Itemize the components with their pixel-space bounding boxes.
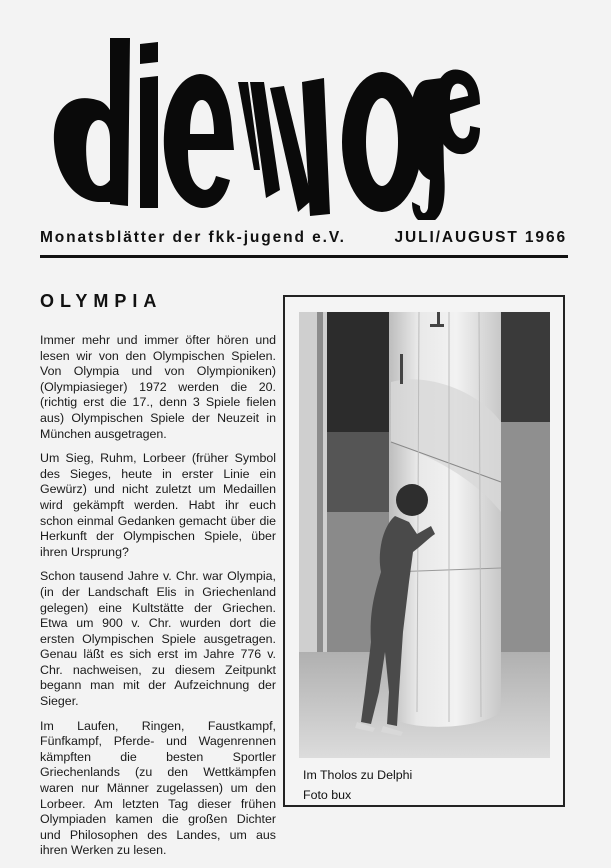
article-body [40,333,276,868]
article-paragraph: Immer mehr und immer öfter hören und lesen wir von den Olympischen Spielen. Von Olympia und von Olympioniken) (Olympiasieger) 1972 werden die 20. (richtig erst die 17., denn 3 Spiele fielen aus) Olympischen Spiele der Neuzeit in München ausgetragen. [40,333,276,441]
photo-rocks [499,422,550,652]
photo-dark-foliage [327,312,397,432]
issue-date: JULI/AUGUST 1966 [394,229,567,246]
logo-letters [54,38,480,220]
article-paragraph: Schon tausend Jahre v. Chr. war Olympia, (in der Landschaft Elis in Griechenland gelegen) eine Kultstätte der Griechen. Etwa um 900 v. Chr. wurden dort die ersten Olympischen Spiele ausgetragen. Genau läßt es sich erst im Jahre 776 v. Chr. nachweisen, zu diesem Zeitpunkt begann man mit der Aufzeichnung der Sieger. [40,569,276,709]
photo-illustration [299,312,550,758]
logo-diewoge [40,30,480,220]
photo [299,312,550,758]
masthead [40,229,567,249]
article-title: OLYMPIA [40,291,163,311]
logo-o-counter [366,98,398,186]
photo-shrubs [327,432,397,512]
photo-credit: Foto bux [303,788,352,802]
figure-caption [303,765,412,805]
article-paragraph: Im Laufen, Ringen, Faustkampf, Fünfkampf, Pferde- und Wagenrennen kämpften die besten Sportler Griechenlands (zu den Wettkämpfen waren nur Männer zugelassen) um den Lorbeer. Am letzten Tag dieser frühen Olympiaden kamen die großen Dichter und Philosophen des Landes, um aus ihren Werken zu lesen. [40,718,276,858]
publication-subtitle: Monatsblätter der fkk-jugend e.V. [40,229,346,246]
caption-text: Im Tholos zu Delphi [303,768,413,782]
article-paragraph: Um Sieg, Ruhm, Lorbeer (früher Symbol des Sieges, heute in erster Linie ein Gewürz) und nicht zuletzt um Medaillen wird gekämpft werden. Habt ihr euch schon einmal Gedanken gemacht über die Herkunft der Olympischen Spiele, über ihren Ursprung? [40,451,276,559]
header-rule [40,255,568,258]
figure-box [283,295,565,807]
photo-central-column [389,312,501,727]
photo-rocks-dark [499,312,550,422]
